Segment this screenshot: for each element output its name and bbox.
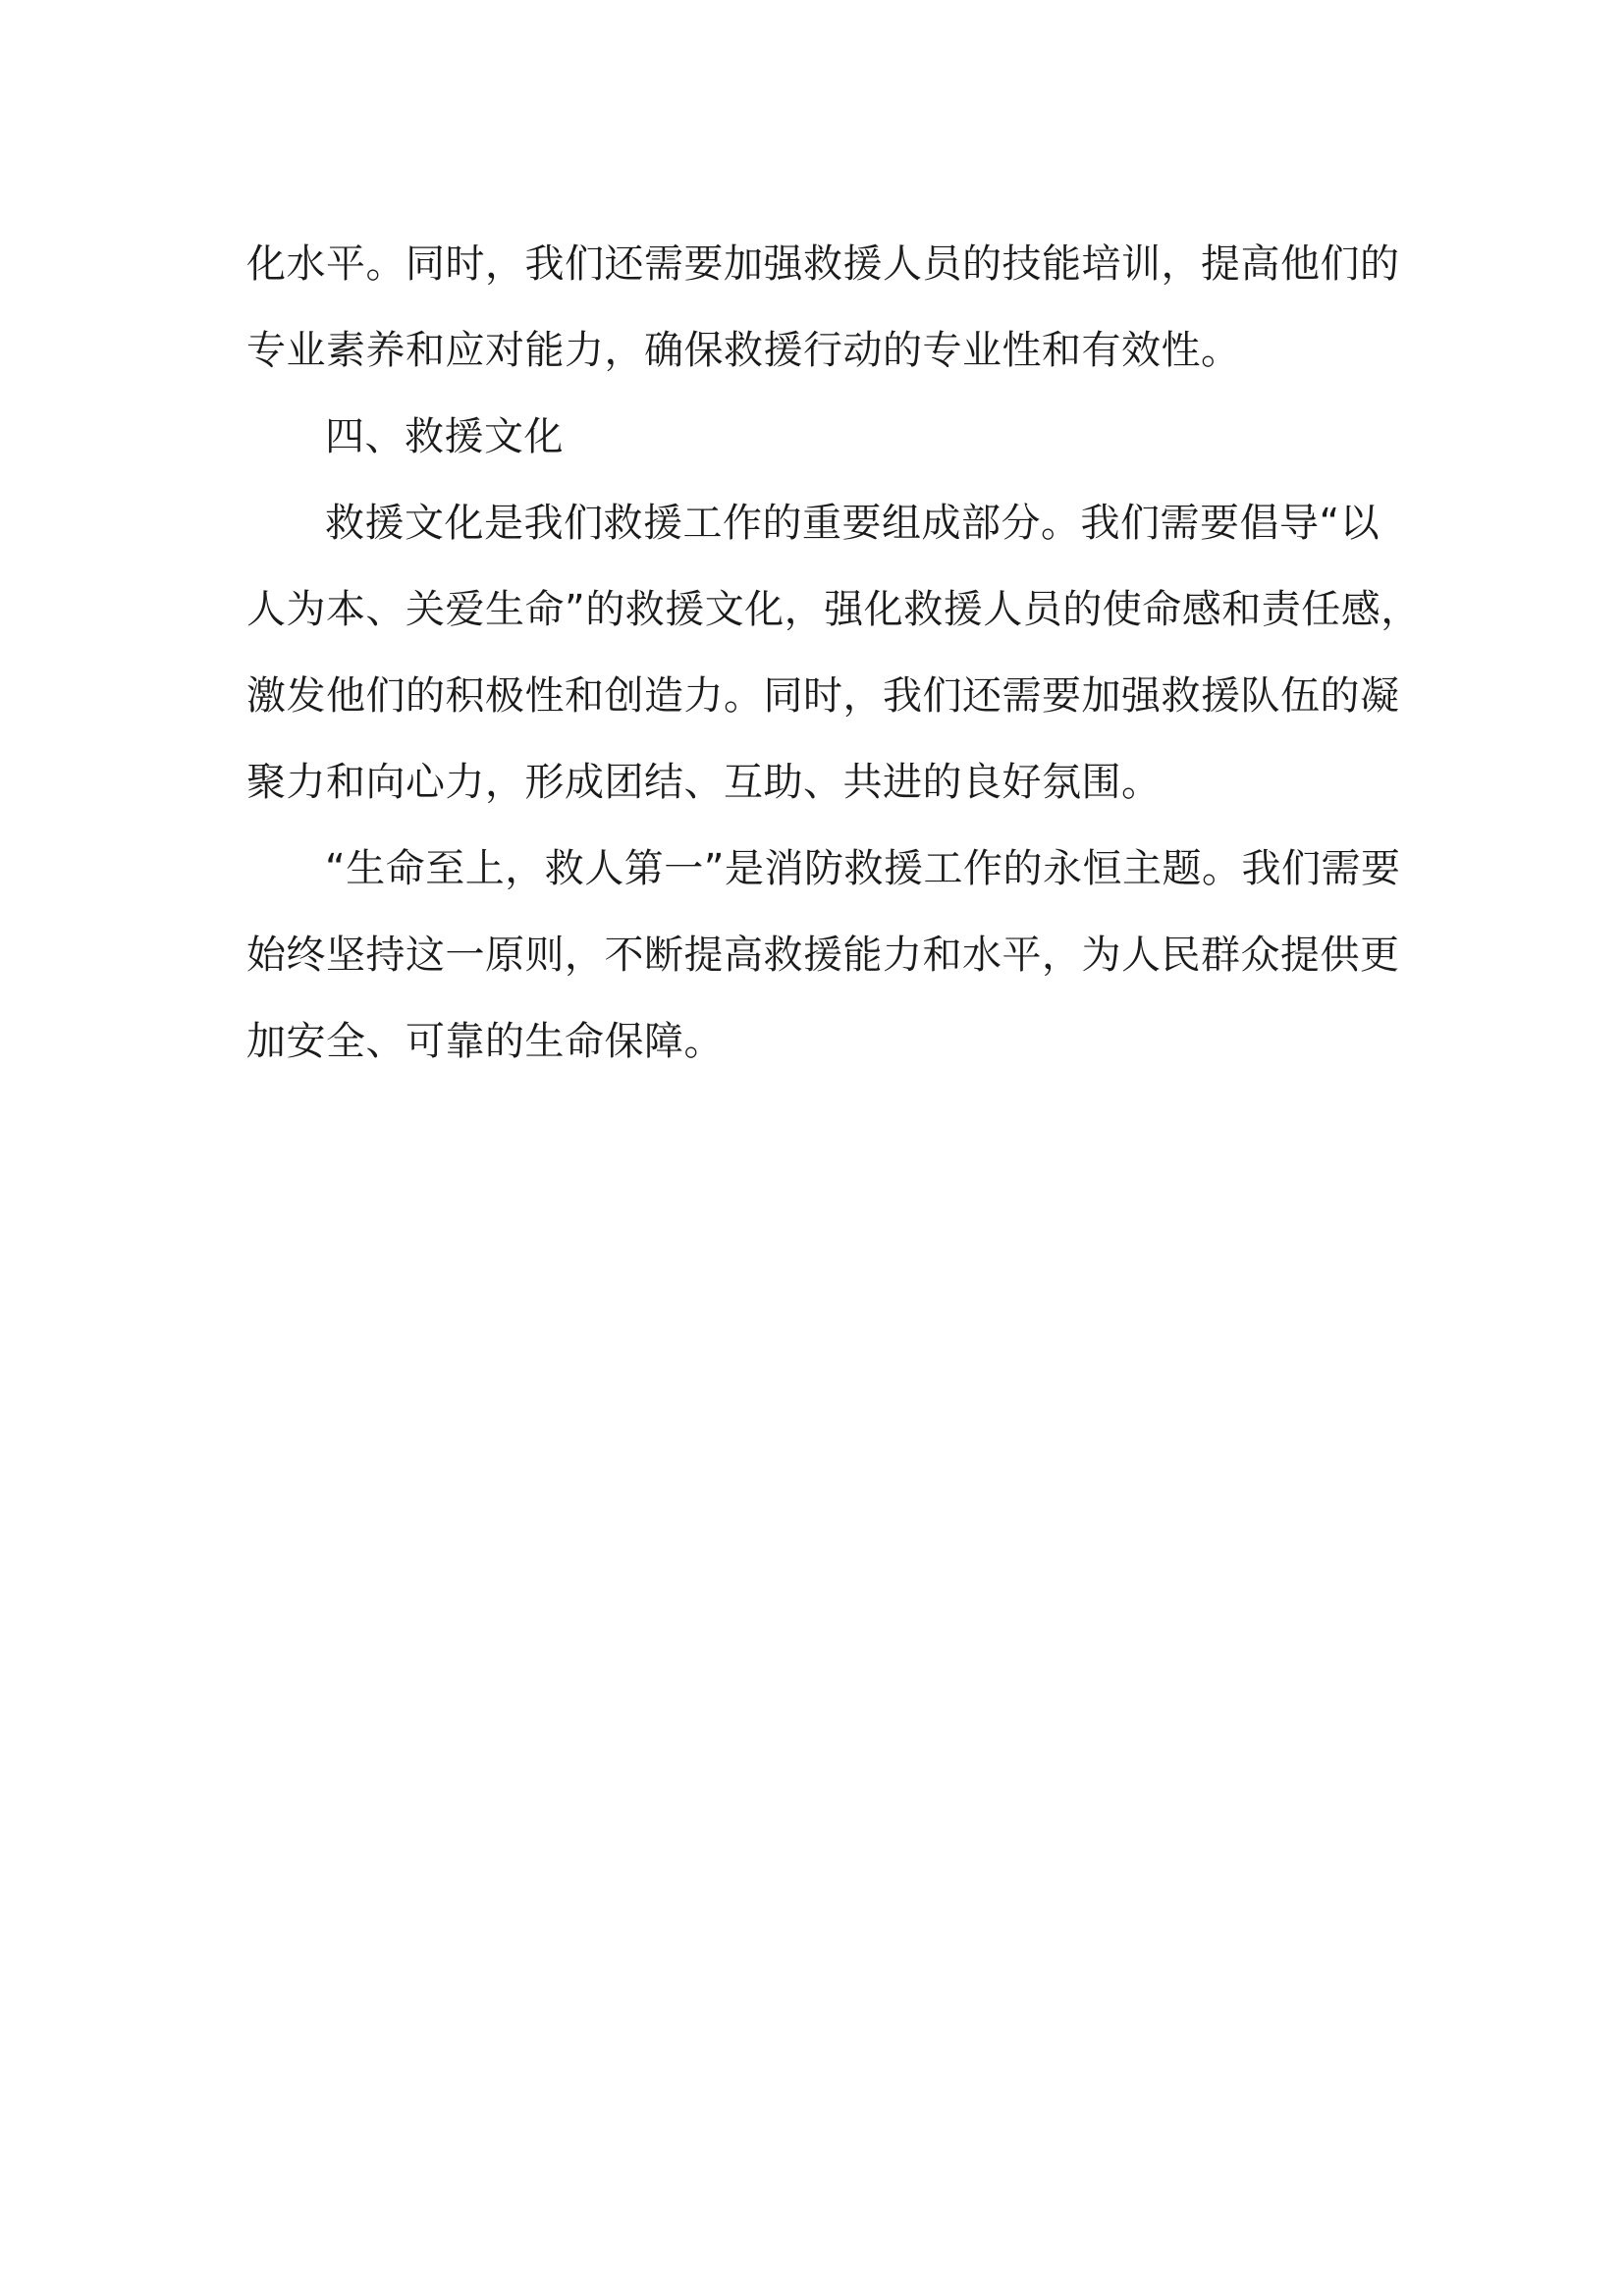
- paragraph-line: 人为本、关爱生命”的救援文化，强化救援人员的使命感和责任感，: [246, 587, 1421, 632]
- paragraph-line: 加安全、可靠的生命保障。: [246, 1019, 724, 1064]
- document-body: [246, 221, 1421, 1085]
- paragraph-line: 激发他们的积极性和创造力。同时，我们还需要加强救援队伍的凝: [246, 673, 1400, 719]
- paragraph-line: “生命至上，救人第一”是消防救援工作的永恒主题。我们需要: [325, 846, 1401, 891]
- paragraph-line: 始终坚持这一原则，不断提高救援能力和水平，为人民群众提供更: [246, 933, 1400, 978]
- paragraph-line: 专业素养和应对能力，确保救援行动的专业性和有效性。: [246, 328, 1241, 373]
- paragraph-line: 化水平。同时，我们还需要加强救援人员的技能培训，提高他们的: [246, 241, 1400, 287]
- paragraph-line: 救援文化是我们救援工作的重要组成部分。我们需要倡导“以: [325, 501, 1380, 546]
- section-heading: 四、救援文化: [325, 414, 564, 459]
- paragraph-line: 聚力和向心力，形成团结、互助、共进的良好氛围。: [246, 760, 1162, 805]
